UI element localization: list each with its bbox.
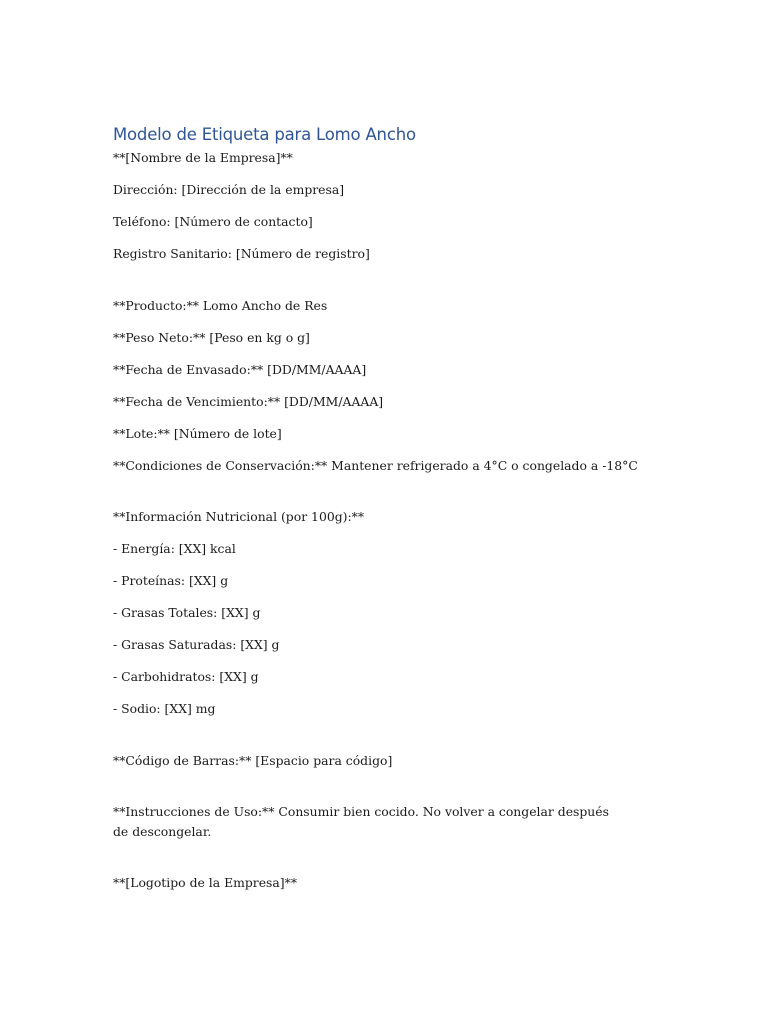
nutrition-item-energy: - Energía: [XX] kcal: [113, 541, 236, 556]
storage-conditions: **Condiciones de Conservación:** Mantener refrigerado a 4°C o congelado a -18°C: [113, 458, 638, 473]
nutrition-item-sodium: - Sodio: [XX] mg: [113, 701, 216, 716]
company-phone: Teléfono: [Número de contacto]: [113, 214, 313, 229]
nutrition-item-carbohydrates: - Carbohidratos: [XX] g: [113, 669, 259, 684]
company-name: **[Nombre de la Empresa]**: [113, 150, 293, 165]
company-address: Dirección: [Dirección de la empresa]: [113, 182, 345, 197]
net-weight: **Peso Neto:** [Peso en kg o g]: [113, 330, 310, 345]
company-logo-placeholder: **[Logotipo de la Empresa]**: [113, 875, 298, 890]
document-title: Modelo de Etiqueta para Lomo Ancho: [113, 125, 416, 144]
packaging-date: **Fecha de Envasado:** [DD/MM/AAAA]: [113, 362, 367, 377]
expiry-date: **Fecha de Vencimiento:** [DD/MM/AAAA]: [113, 394, 384, 409]
nutrition-item-total-fat: - Grasas Totales: [XX] g: [113, 605, 261, 620]
nutrition-item-protein: - Proteínas: [XX] g: [113, 573, 229, 588]
sanitary-registry: Registro Sanitario: [Número de registro]: [113, 246, 370, 261]
product-name: **Producto:** Lomo Ancho de Res: [113, 298, 328, 313]
usage-instructions: **Instrucciones de Uso:** Consumir bien cocido. No volver a congelar después de descongelar.: [113, 804, 609, 839]
lot-number: **Lote:** [Número de lote]: [113, 426, 282, 441]
nutrition-heading: **Información Nutricional (por 100g):**: [113, 509, 365, 524]
nutrition-item-saturated-fat: - Grasas Saturadas: [XX] g: [113, 637, 280, 652]
barcode-line: **Código de Barras:** [Espacio para código]: [113, 753, 393, 768]
